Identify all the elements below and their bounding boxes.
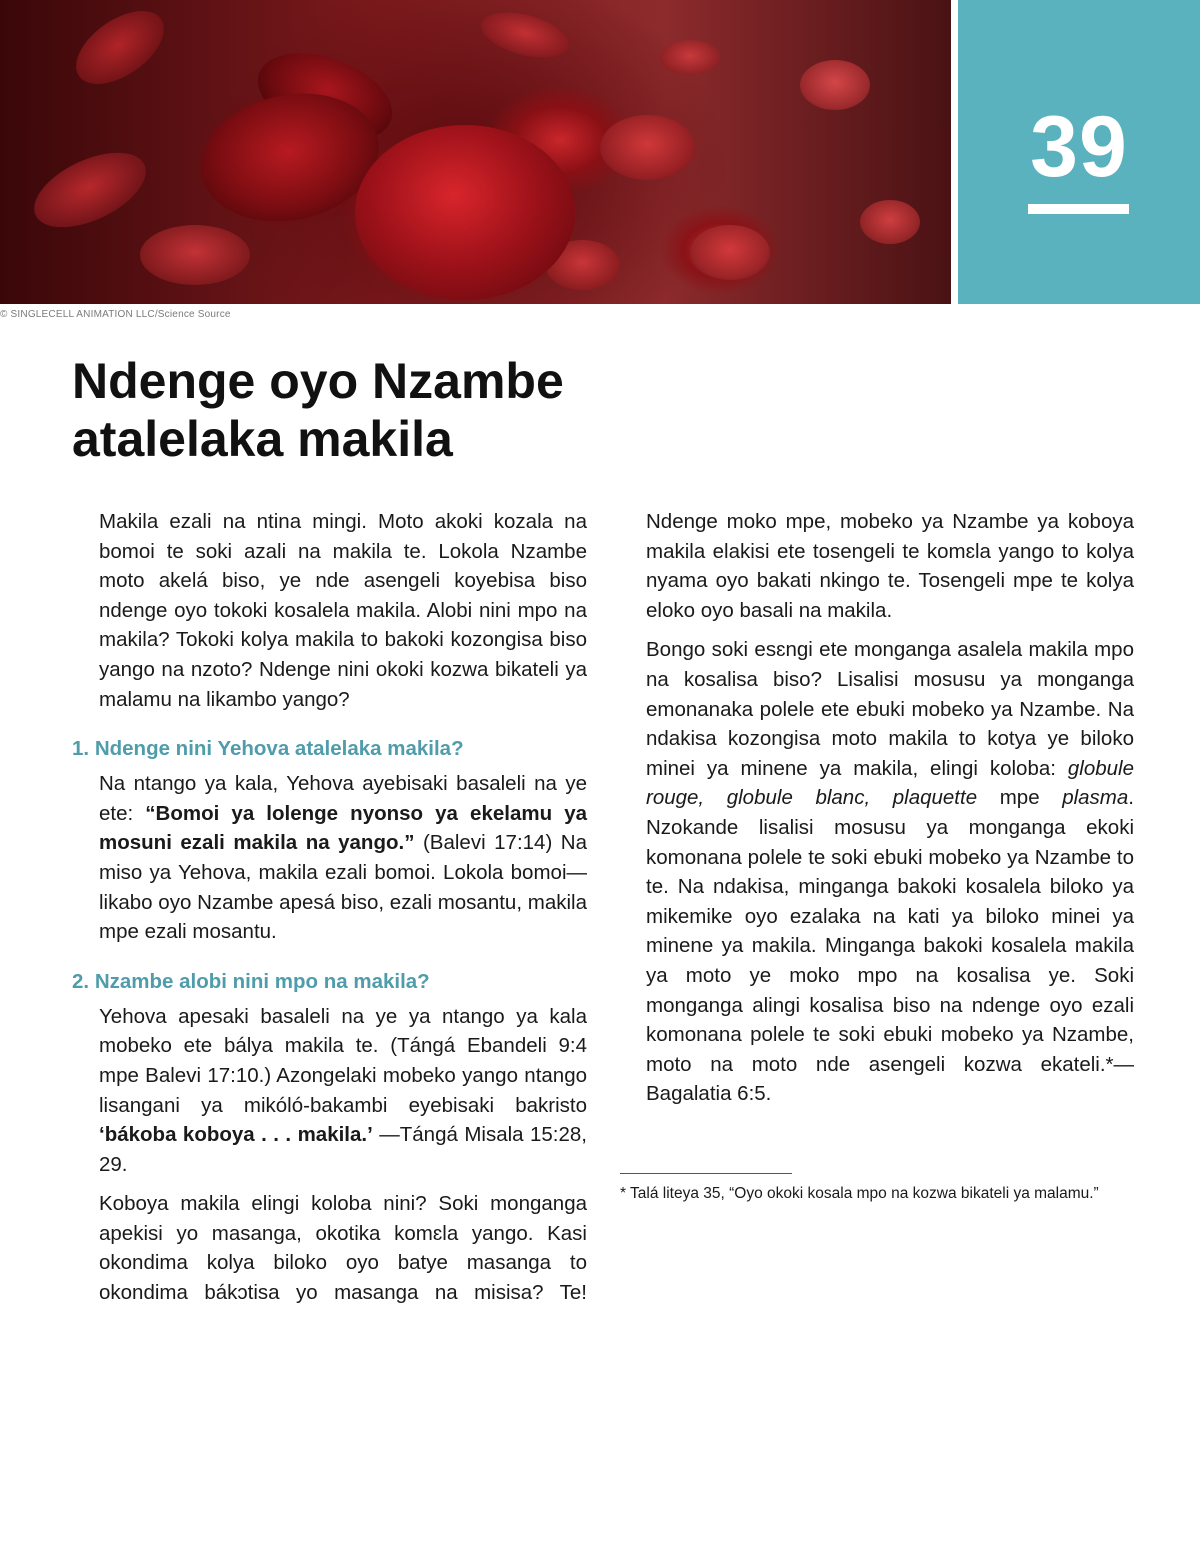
answer-1-text-a: Na ntango ya kala, Yehova ayebisaki basaleli na ye ete:	[99, 772, 587, 825]
intro-paragraph: Makila ezali na ntina mingi. Moto akoki kozala na bomoi te soki azali na makila te. Lokola Nzambe moto akelá biso, ye nde asengeli koyebisa biso ndenge oyo tokoki kosalela makila. Alobi nini mpo na makila? Tokoki kolya makila to bakoki kozongisa biso yango na nzoto? Ndenge nini okoki kozwa bikateli ya malamu na likambo yango?	[99, 510, 587, 711]
footnote-divider	[620, 1173, 792, 1174]
refusing-blood-paragraph: Koboya makila elingi koloba nini? Soki monganga apekisi yo masanga, okotika komɛla yango. Kasi okondima kolya biloko oyo batye masanga to okondima bákɔtisa yo masanga na misisa? Te!	[99, 1192, 587, 1305]
blood-components-italic: globule rouge, globule blanc, plaquette	[646, 756, 1134, 810]
answer-1-text-b: (Balevi 17:14) Na miso ya Yehova, makila ezali bomoi. Lokola bomoi—likabo oyo Nzambe apesá biso, ezali mosantu, makila mpe ezali mosantu.	[99, 831, 587, 944]
medical-treatment-paragraph	[646, 635, 1134, 1109]
lesson-number-box	[958, 0, 1200, 304]
image-credit: © SINGLECELL ANIMATION LLC/Science Source	[0, 309, 231, 320]
question-2-number: 2.	[72, 969, 90, 993]
lesson-number-underline	[1028, 204, 1129, 214]
lesson-number: 39	[1030, 99, 1128, 195]
title-line-2: atalelaka makila	[72, 411, 453, 467]
refusing-blood-paragraph-continued: Ndenge moko mpe, mobeko ya Nzambe ya koboya makila elakisi ete tosengeli te komɛla yango to kolya nyama oyo bakati nkingo te. Tosengeli mpe te kolya eloko oyo basali na makila.	[646, 510, 1134, 622]
answer-2-quote: ‘bákoba koboya . . . makila.’	[99, 1123, 373, 1147]
medical-text-a: Bongo soki esɛngi ete monganga asalela makila mpo na kosalisa biso? Lisalisi mosusu ya monganga emonanaka polele ete ebuki mobeko ya Nzambe. Na ndakisa kozongisa moto makila to kotya ye biloko minei ya minene ya makila, elingi koloba:	[646, 638, 1134, 780]
answer-2-paragraph	[99, 1002, 587, 1180]
column-left	[72, 507, 588, 1308]
answer-2-text-a: Yehova apesaki basaleli na ye ya ntango ya kala mobeko ete bálya makila te. (Tángá Ebandeli 9:4 mpe Balevi 17:10.) Azongelaki mobeko yango ntango lisangani ya mikóló-bakambi eyebisaki bakristo	[99, 1004, 587, 1117]
question-2-text: Nzambe alobi nini mpo na makila?	[94, 969, 430, 993]
page-title	[72, 352, 672, 468]
question-1-number: 1.	[72, 737, 90, 761]
question-2-heading	[72, 967, 587, 996]
footnote: * Talá liteya 35, “Oyo okoki kosala mpo na kozwa bikateli ya malamu.”	[620, 1185, 1099, 1202]
answer-1-paragraph	[99, 769, 587, 947]
medical-text-b: mpe	[977, 786, 1063, 810]
title-line-1: Ndenge oyo Nzambe	[72, 353, 564, 409]
question-1-text: Ndenge nini Yehova atalelaka makila?	[94, 737, 464, 761]
question-1-heading	[72, 734, 587, 763]
medical-text-c: . Nzokande lisalisi mosusu ya monganga ekoki komonana polele te soki ebuki mobeko ya Nzambe to te. Na ndakisa, minganga bakoki kosalela biloko ya mikemike oyo ezalaka na kati ya biloko minei ya minene ya makila. Minganga bakoki kosalela makila ya moto ye moko mpo na kosalisa ye. Soki monganga alingi kosalisa biso na ndenge oyo ezali komonana polele te soki ebuki mobeko ya Nzambe, moto na moto nde asengeli kozwa ekateli.*—Bagalatia 6:5.	[646, 786, 1134, 1106]
answer-1-quote: “Bomoi ya lolenge nyonso ya ekelamu ya mosuni ezali makila na yango.”	[99, 801, 587, 855]
hero-image-red-blood-cells	[0, 0, 951, 304]
plasma-italic: plasma	[1062, 786, 1129, 810]
answer-2-text-b: —Tángá Misala 15:28, 29.	[99, 1123, 588, 1176]
column-right	[646, 507, 1134, 1119]
